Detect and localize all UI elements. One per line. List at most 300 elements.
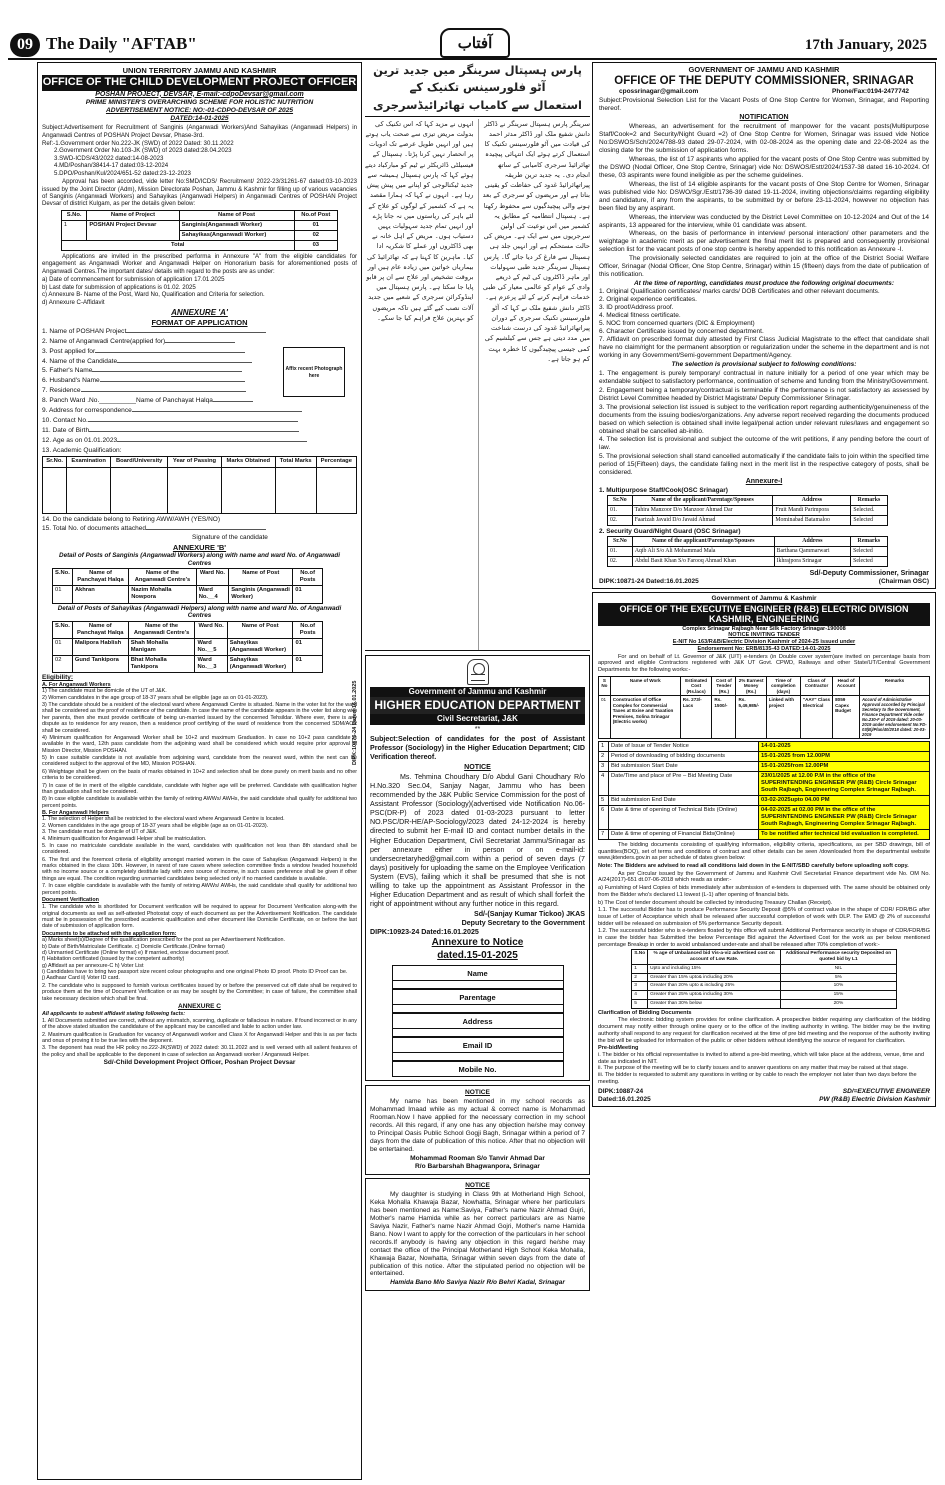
list-item: 3. The candidate must be domicile of UT of J&K. (42, 829, 158, 836)
cell: 5% (781, 973, 897, 982)
cell (275, 467, 316, 513)
annex-blank (392, 1029, 564, 1037)
eligibility-section (42, 674, 357, 1067)
paragraph: Whereas, on the basis of performance in interview/ personal interaction/ other parameters and the weightage in academic merit as per advertisement the final merit list is prepared and consequently provisional selection list for the vacant posts of one stop centre is hereby appended to this notification as Annexure -I. (599, 230, 929, 254)
cell: 4 (599, 772, 609, 796)
table-row (599, 806, 930, 830)
urdu-headline-1: پارس ہسپتال سرینگر میں جدید ترین آٹو فلورسینس تکنیک کے (373, 63, 582, 95)
signature: SD/=EXECUTIVE ENGINEER (842, 1088, 930, 1096)
cell: Faarizah Javaid D/o Javaid Ahmad (632, 515, 773, 525)
field-line (92, 371, 242, 372)
list-item: 1. The candidate who is shortlisted for Document verification will be required to appear for Document Verification along-with the original documents as well as self-attested Photostat copy of each document as per the Advertisement Notification. The candidate must be in possession of the prescribed academic qualification and other document like Domicile Certificate, on or before the last date of submission of application form. (42, 904, 357, 930)
ref-item: Ref:-1.Government order No.222-JK (SWD) of 2022 Dated: 30.11.2022 (42, 140, 234, 148)
th: Address (774, 536, 850, 546)
field-line (165, 342, 235, 343)
works-table (598, 676, 930, 740)
field-line (126, 332, 266, 333)
office-title: OFFICE OF THE DEPUTY COMMISSIONER, SRINAGAR (614, 75, 914, 88)
list-item: 3) The candidate should be a resident of the electoral ward where Anganwadi Centre is situated. Name in the voter list for the ward shall be considered as the proof of residence of the candidate. In case the name of the candidate appears in the voter list along with her parents, then she must provide certificate of being un-married issued by the concerned Tehsildar. Where ever, there is any dispute as to residence for any reason, then a residence proof certifying of the ward of residence from the concerned SDM/ACR shall be considered. (42, 702, 357, 734)
cell: Date/Time and place of Pre – Bid Meeting Date (609, 772, 759, 796)
list-item: 7. Affidavit on prescribed format duly attested by First Class Judicial Magistrate to the effect that candidate shall have no claim/right for the permanent absorption or regularization under the scheme in the department and is not working in any Government/Semi-government Department/Agency. (599, 336, 929, 360)
notice-body: My daughter is studying in Class 9th at Motherland High School, Keka Mohalla Khawaja Bazar, Nowhatta, Srinagar where her particulars has been mentioned as Name:Saviya, Father's name Nazir Ahmad Gujri, Mother's name Hamida while as her correct particulars are as Name Saviya Nazir, Father's name Nazir Ahmad Gojri, Mother's name Hamida Bano. Now I want to apply for the correction of the particulars in her school records.If anybody is having any objection in this regard he/she may contact the office of the Principal Motherland High School Keka Mohalla, Khawaja Bazar, Nowhatta, Srinagar within seven days from the date of publication of this notice. After the stipulated period no objection will be entertained. (370, 1191, 585, 1278)
th: 2% Earnest Money (Rs.) (736, 676, 766, 696)
cell: 2 (599, 752, 609, 762)
field-label: 1. Name of POSHAN Project (42, 327, 127, 335)
annex-date: dated.15-01-2025 (437, 950, 518, 962)
date-item: a) Date of commencement for submission of application 17.01.2025 (42, 276, 225, 284)
office-address: Complex Srinagar Rajbagh Near Silk Factory Srinagar-190008 (682, 625, 846, 632)
cell: "AAY" Class Electrical (800, 696, 832, 739)
schedule-table (598, 741, 930, 839)
paragraph: As per Circular issued by the Government of Jammu and Kashmir Civil Secretariat Finance department vide No. OM No. A/24(2017)-651 dt.07-06-2018 which reads as under:- (598, 870, 930, 884)
subject: Subject:Provisional Selection List for the Vacant Posts of One Stop Centre for Women, Srinagar, and Reporting thereof. (599, 97, 929, 112)
table-row (53, 656, 323, 673)
cell: Greater than 30% below (648, 999, 781, 1008)
table-row (608, 505, 888, 515)
th: Time of completion (days) (766, 676, 800, 696)
notice-body: Ms. Tehmina Choudhary D/o Abdul Gani Choudhary R/o H.No.320 Sec.04, Sanjay Nagar, Jammu who has been recommended by the J&K Public Service Commission for the post of Assistant Professor (Sociology)(advertised vide Notification No.06-PSC(DR-P) of 2023 dated 01-03-2023 pursuant to letter NO.PSC/DR-HE/AP-Sociology/2023 dated 24-12-2024 is hereby directed to submit her E-mail ID and contact number details in the Higher Education Department, Civil Secretariat Jammu/Srinagar as per annexure either in person or on e-mail-id: undersecretaryhed@gmail.com within a period of seven days (7 days) positively for uploading the same on the Employee Verification System (EVS), failing which it shall be presumed that she is not willing to take up the appointment as Assistant Professor in the Higher Education Department and as result of which shall forfeit the right of appointment without any further notice in this regard. (370, 772, 585, 909)
cell: 01 (293, 656, 322, 673)
signature-title: PW (R&B) Electric Division Kashmir (819, 1096, 930, 1104)
table-row (608, 556, 888, 566)
th: Name of Panchayat Halqa (72, 621, 128, 638)
cell: Date & time of opening of Technical Bids (Online) (609, 806, 759, 830)
form-field (42, 406, 357, 416)
field-label: 10. Contact No. (42, 416, 88, 424)
security-table (607, 536, 888, 567)
cell: 5 (632, 999, 648, 1008)
th: Estimated Cost (Rs.lacs) (680, 676, 712, 696)
cell: 1 (61, 220, 86, 240)
name-correction-notice (365, 1085, 590, 1175)
aftab-logo-icon: آفتاب (440, 28, 510, 58)
cell: Sahayikas (Anganwadi Worker) (227, 656, 293, 673)
signature: Sd/-(Sanjay Kumar Tickoo) JKAS (473, 910, 585, 919)
annex-form (392, 965, 564, 1077)
th: % age of Unbalanced bid Vis-a-viz advertised cost on account of Low Rate. (648, 950, 781, 965)
cell: 04-02-2025 at 02.00 PM in the office of the SUPERINTENDING ENGINEER PW (R&B) Circle Srinagar South Rajbagh, Engineering Complex Srinagar Rajbagh. (759, 806, 930, 830)
cell: Akhran (72, 586, 128, 603)
th: Name of the applicant/Parentage/Spouses (632, 536, 774, 546)
section-title: At the time of reporting, candidates must produce the following original documents: (633, 279, 894, 287)
newspaper-name: The Daily "AFTAB" (46, 34, 197, 53)
cell: 4 (632, 991, 648, 1000)
th: Name of Panchayat Halqa (72, 569, 128, 586)
field-line (132, 411, 302, 412)
section-title: B. For Anganwadi Helpers (42, 810, 109, 817)
cell: Tahira Manzoor D/o Manzoor Ahmad Dar (632, 505, 773, 515)
field-label: 7. Residence (42, 387, 81, 395)
th: Cost of Tender (Rs.) (712, 676, 736, 696)
th: No.of Posts (293, 569, 323, 586)
cell: 01 (53, 639, 73, 656)
stars: ** (474, 724, 481, 733)
percentage-table (631, 949, 897, 1008)
th: Total Marks (275, 457, 316, 467)
table-row (632, 999, 897, 1008)
cell (43, 467, 67, 513)
approval-text: Approval has been accorded, vide letter No:SMD/ICDS/ Recruitment/ 2022-23/31261-67 dated:03-10-2023 issued by the Joint Director (Adm), Mission Directorate Poshan, Jammu & Kashmir for filling up of various vacancies of Sanginis (Anganwadi Workers) and Sahayikas (Anganwadi Helpers) in Anganwadi Centres of POSHAN Project Devsar of district Kulgam, as per the details given below: (42, 178, 357, 208)
notification-title: NOTIFICATION (739, 113, 789, 121)
project-email: POSHAN PROJECT, DEVSAR, E-mail:-cdpoDevsar@gmail.com (95, 90, 304, 98)
cell: 15-01-2025from 12.00PM (759, 762, 930, 772)
govt-title: Government of Jammu & Kashmir (711, 595, 817, 603)
annex-blank (392, 981, 564, 989)
cell: Sahayikas (Anganwadi Worker) (227, 639, 293, 656)
form-tail (42, 515, 357, 543)
table-row (608, 546, 888, 556)
cell: 1 (632, 964, 648, 973)
section-title: Documents to be attached with the application form: (42, 930, 177, 937)
field-label: 3. Post applied for (42, 347, 96, 355)
cell: 15-01-2025 from 12.00PM (759, 752, 930, 762)
field-line (213, 401, 253, 402)
list-item: d) Unmarried Certificate (Online format) e) If married, enclose document proof. (42, 949, 230, 956)
cell: 3 (599, 762, 609, 772)
endorsement: Endorsement No: ERB/8135-43 DATED:14-01-2025 (697, 645, 831, 652)
cell: Fruit Mandi Parimpora (773, 505, 851, 515)
masthead (0, 0, 945, 60)
th: Name of the applicant/Parentage/Spouses (632, 495, 773, 505)
signature: Sd/-Child Development Project Officer, Poshan Project Devsar (103, 1059, 296, 1067)
format-title: FORMAT OF APPLICATION (151, 317, 248, 327)
section-title: Pre-bidMeeting (598, 1045, 639, 1052)
table-row (53, 586, 323, 603)
subject: Subject:Selection of candidates for the post of Assistant Professor (Sociology) in the Higher Education Department; CID Verification thereof. (370, 734, 585, 761)
office-title: OFFICE OF THE CHILD DEVELOPMENT PROJECT OFFICER (42, 75, 357, 90)
field-label: 13. Academic Qualification: (42, 446, 122, 454)
date-item: b) Last date for submission of applications is 01.02. 2025 (42, 283, 196, 291)
helpers-table (52, 621, 323, 673)
list-item: 7) In case of tie in merit of the eligible candidate, candidate with higher age will be preferred. Candidate with qualification higher than graduation shall not be considered. (42, 782, 357, 795)
header-rule (8, 58, 937, 60)
form-field (42, 416, 357, 426)
field-line (88, 421, 298, 422)
cell: 01 (293, 639, 322, 656)
paragraph: Whereas, the list of 14 eligible aspirants for the vacant posts of One Stop Centre for Women, Srinagar was published vide No: DSWO/Sgr./Estt/1736-39 dated 19-11-2024, inviting objections/claims regarding eligibility and candidature, if any from the aspirants, to be submitted by or before 23-11-2024, however no objection has been filed by any aspirant. (599, 180, 929, 212)
list-item: iii. The bidder is requested to submit any questions in writing or by cable to reach the employer not later than two days before the meeting. (598, 1072, 917, 1085)
cell: 01 (53, 586, 73, 603)
th: Examination (67, 457, 111, 467)
photo-box: Affix recent Photograph here (283, 347, 345, 397)
list-item: 5. In case no matriculate candidate available in the ward, candidates with qualification not less than 8th standard shall be considered. (42, 842, 357, 856)
list-item: 2. Engagement being a temporary/contractual is terminable if the performance is not satisfactory as assessed by District Level Committee headed by District Magistrate/ Deputy Commissioner Srinagar. (599, 386, 929, 402)
cell: Bid submission End Date (609, 796, 759, 806)
sign-row (599, 578, 929, 586)
signature-title: Deputy Secretary to the Government (461, 919, 585, 928)
posts-table (61, 210, 338, 251)
paragraph: Note: The Bidders are advised to read all conditions laid down in the E-NIT/SBD carefully before uploading soft copy. (598, 863, 909, 870)
cell: 23/01/2025 at 12.00 P.M in the office of the SUPERINTENDING ENGINEER PW (R&B) Circle Srinagar South Rajbagh, Engineering Complex Srinagar Rajbagh. (759, 772, 930, 796)
list-item: 4. Medical fitness certificate. (599, 311, 681, 319)
ut-title: UNION TERRITORY JAMMU AND KASHMIR (122, 66, 277, 75)
list-item: 6) Weightage shall be given on the basis of marks obtained in 10+2 and selection shall be done purely on merit basis and no other criteria to be considered. (42, 768, 357, 782)
list-item: 4) Minimum qualification for Anganwadi Worker shall be 10+2 and maximum Graduation. In case no 10+2 pass candidate is available in the ward, 12th pass candidate from the adjoining ward shall be considered which would require prior approval of Mission Director, Mission POSHAN. (42, 734, 357, 754)
cell: Ikhrajpora Srinagar (774, 556, 850, 566)
higher-education-notice (365, 655, 590, 1081)
notice-title: NOTICE (465, 1182, 490, 1190)
table-row (632, 964, 897, 973)
urdu-article (365, 119, 590, 651)
th: S.No. (53, 569, 73, 586)
notice-signature: R/o Barbarshah Bhagwanpora, Srinagar (415, 1163, 540, 1171)
cell: 20% (781, 999, 897, 1008)
th: Sr.No. (43, 457, 67, 467)
dept-title: HIGHER EDUCATION DEPARTMENT (370, 697, 585, 714)
field-line (117, 441, 307, 442)
section-title: The selection is provisional subject to following conditions: (671, 361, 857, 369)
cell: Selected. (851, 505, 887, 515)
cell: 3 (632, 982, 648, 991)
list-item: i. The bidder or his official representative is invited to attend a pre-bid meeting, which will take place at the address, venue, time and date as indicated in NIT. (598, 1051, 924, 1065)
list-item: 3. ID proof/Address proof. (599, 303, 674, 311)
table-row (632, 973, 897, 982)
list-item: 2. Original experience certificates. (599, 295, 697, 303)
th: Name of Work (610, 676, 680, 696)
cell: Rs. 273/- Lacs (680, 696, 712, 739)
paragraph: The provisionally selected candidates are required to join at the office of the District Social Welfare Officer, Srinagar (Nodal Officer, One Stop Centre, Srinagar) within 15 (fifteen) days from the date of publication of this notification. (599, 255, 929, 279)
sect-title: Civil Secretariat, J&K (370, 714, 585, 724)
cell: Selected (851, 546, 887, 556)
th: Board/University (111, 457, 168, 467)
cell (168, 467, 222, 513)
field-line (81, 391, 246, 392)
dipk-code: DIPK:10876-24 Dated:16.01.2025 (352, 680, 358, 765)
list-item: 6. Character Certificate issued by concerned department. (599, 327, 764, 335)
signature: Sd/-Deputy Commissioner, Srinagar (809, 569, 929, 577)
cell: To be notified after technical bid evaluation is completed. (759, 829, 930, 839)
form-field (42, 396, 357, 406)
staff-table (607, 495, 888, 526)
table-row (599, 796, 930, 806)
cell: Total (61, 241, 294, 251)
th: Name of Post (179, 210, 294, 220)
field-label: 15. Total No. of documents attached (42, 524, 146, 532)
annex-field: Name (392, 965, 564, 981)
workers-detail-title: Detail of Posts of Sanginis (Anganwadi Workers) along with name and ward No. of Anganwadi Centres (59, 551, 340, 567)
th: Remarks (860, 676, 930, 696)
th: S.No. (61, 210, 86, 220)
cell: Barthana Qammarwari (774, 546, 850, 556)
particulars-correction-notice (365, 1178, 590, 1291)
table-row (599, 762, 930, 772)
cell: Ward No.__5 (195, 639, 227, 656)
form-field (42, 337, 357, 347)
annex-field: Email ID (392, 1037, 564, 1053)
th: Remarks (851, 536, 887, 546)
table-row (632, 982, 897, 991)
cell: Bid submission Start Date (609, 762, 759, 772)
cell: 8059 Capex Budget (833, 696, 860, 739)
scheme-title: PRIME MINISTER'S OVERARCHING SCHEME FOR HOLISTIC NUTRITION (85, 99, 314, 107)
annex-field: Parentage (392, 989, 564, 1005)
list-item: a) Marks sheet(s)/Degree of the qualification prescribed for the post as per Advertisement Notification. (42, 937, 285, 944)
th: Additional Performance security Deposited on quoted bid by L1 (781, 950, 897, 965)
field-line (146, 529, 266, 530)
th: Remarks (851, 495, 887, 505)
th: Year of Passing (168, 457, 222, 467)
cell: Aqib Ali S/o Ali Mohammad Mala (632, 546, 774, 556)
cell: Shah Mohalla Manigam (128, 639, 195, 656)
cell: Sanginis(Anganwadi Worker) (179, 220, 294, 230)
middle-column (365, 62, 590, 1480)
th: No.of Post (294, 210, 338, 220)
notice-body: My name has been mentioned in my school records as Mohammad Imaad while as my actual & correct name is Mohammad Rooman.Now I have applied for the necessary correction in my school records. All this regard, if any one has any objection he/she may convey to Principal Oasis Public School Gogji Bagh, Srinagar within a period of 7 days from the date of publication of this notice. After that no objection will be entertained. (370, 1098, 585, 1154)
cell (67, 467, 111, 513)
issue-date: 17th January, 2025 (804, 37, 927, 53)
important-dates (42, 276, 357, 306)
table-row (43, 467, 357, 513)
list-item: j) Aadhaar Card ii) Voter ID card. (42, 975, 120, 982)
field-label: 11. Date of Birth (42, 426, 90, 434)
field-label: 2. Name of Anganwadi Centre(applied for) (42, 337, 166, 345)
annex-title: Annexure to Notice (431, 937, 524, 949)
list-item: i) Candidates have to bring two passport size recent colour photographs and one original Photo ID proof. Photo ID Proof can be. (42, 969, 348, 976)
table-row (608, 515, 888, 525)
cell: Period of downloading of bidding documents (609, 752, 759, 762)
signature-label: Signature of the candidate (192, 534, 268, 542)
paragraph: 1.2. The successful bidder who is e-tenders floated by this office will submit Additional Performance security in shape of CDR/FDR/BG in case the bidder has Submitted the below Percentage Bid against the Advertised Cost for the work as per below mentioned percentage Breakup in order to avoid unbalanced under-rate and shall be released after 70% completion of work:- (598, 928, 930, 948)
form-field: 14. Do the candidate belong to Retiring AWW/AWH (YES/NO) (42, 515, 220, 523)
cell: Gund Tankipora (72, 656, 128, 673)
cell: 03 (294, 241, 338, 251)
dipk-block (598, 1088, 651, 1104)
cell: Selected (851, 515, 887, 525)
list-item: 1. The selection of Helper shall be restricted to the electoral ward where Anganwadi Centre is located. (42, 816, 285, 823)
list-item: 6. The first and the foremost criteria of eligibility amongst married women in the case of Sahayikas (Anganwadi Helpers) is the marks obtained in the class 10th. However, in rarest of rare cases where selection committee finds a window headed household with no income source or a completely destitute lady with zero source of income, in such cases preference shall be given if other things are equal. The condition regarding unmarried candidates being selected only if no married candidate is available. (42, 856, 357, 882)
list-item: 7. In case eligible candidate is available with the family of retiring AWWs/ AWHs, the said candidate shall qualify for additional two percent points. (42, 883, 357, 896)
cell: 5 (599, 796, 609, 806)
cell: Abdul Basit Khan S/o Farooq Ahmad Khan (632, 556, 774, 566)
annex-blank (392, 1053, 564, 1061)
cell: Construction of Office Complex for Commercial Taxes at Exise and Taxation Premises, Solina Srinagar (Electric works) (610, 696, 680, 739)
annexure-a-title: ANNEXURE 'A' (171, 308, 228, 318)
govt-title: GOVERNMENT OF JAMMU AND KASHMIR (688, 65, 840, 74)
field-label: 5. Father's Name (42, 367, 93, 375)
section-title: Eligibility: (42, 674, 74, 682)
section-title: A. For Anganwadi Workers (42, 681, 111, 688)
cell: 02 (294, 230, 338, 240)
th: S.No. (53, 621, 73, 638)
field-line (89, 431, 299, 432)
right-column (592, 62, 936, 1480)
cell: Greater than 15% upto& including 20% (648, 973, 781, 982)
th: Percentage (316, 457, 356, 467)
urdu-article-col: سرینگر پارس ہسپتال سرینگر نے ڈاکٹر دانش شفیع ملک اور ڈاکٹر مدثر احمد کی قیادت میں آٹو فلورسینس تکنیک کا استعمال کرتے ہوئے ایک انتہائی پیچیدہ تھائرائیڈ سرجری کامیابی کے ساتھ انجام دی۔ یہ جدید ترین طریقہ پیراتھائرائیڈ غدود کی حفاظت کو یقینی بناتا ہے اور مریضوں کو سرجری کے بعد ہونے والی پیچیدگیوں سے محفوظ رکھتا ہے۔ ہسپتال انتظامیہ کے مطابق یہ کشمیر میں اس نوعیت کی اولین سرجریوں میں سے ایک ہے۔ مریض کی حالت مستحکم ہے اور انہیں جلد ہی ہسپتال سے فارغ کر دیا جائے گا۔ پارس ہسپتال سرینگر جدید طبی سہولیات اور ماہر ڈاکٹروں کی ٹیم کے ذریعے وادی کے عوام کو عالمی معیار کی طبی خدمات فراہم کرنے کے لئے پرعزم ہے۔ ڈاکٹر دانش شفیع ملک نے کہا کہ آٹو فلورسینس تکنیک سرجری کے دوران پیراتھائرائیڈ غدود کی درست شناخت میں مدد دیتی ہے جس سے کیلشیم کی کمی جیسی پیچیدگیوں کا خطرہ بہت کم ہو جاتا ہے۔ (478, 119, 591, 650)
section-title: All applicants to submit affidavit stating following facts: (42, 1010, 186, 1017)
annexure-c-title: ANNEXURE C (178, 1002, 221, 1010)
ref-item: 5.DPO/Poshan/Kul/2024/651-52 dated:23-12-2023 (54, 169, 191, 177)
table-title: 1. Multipurpose Staff/Cook(OSC Srinagar) (599, 486, 728, 494)
cell: Malipora Hablish (72, 639, 128, 656)
list-item: 5. NOC from concerned quarters (DIC & Employment) (599, 319, 755, 327)
section-title: Clarification of Bidding Documents (598, 1009, 692, 1016)
contact-row (599, 88, 929, 96)
cell: Ward No.__3 (195, 656, 227, 673)
cell: Greater than 25% upto& including 30% (648, 991, 781, 1000)
annex-field: Address (392, 1013, 564, 1029)
paragraph: 1.1. The successful Bidder has to produce Performance Security Deposit @5% of contract value in the shape of CDR/ FDR/BG after issue of Letter of Acceptance which shall be released after successful completion of work with DLP. The EMD @ 2% of successful bidder will be released on submission of 5% performance Security deposit. (598, 907, 930, 927)
form-field (42, 436, 357, 446)
form-field (42, 446, 357, 456)
list-item: ii. The purpose of the meeting will be to clarify issues and to answer questions on any matter that may be raised at that stage. (598, 1065, 909, 1072)
cell: 02. (608, 515, 633, 525)
notice-signature: Mohammad Rooman S/o Tanvir Ahmad Dar (410, 1155, 545, 1163)
annex-field: Mobile No. (392, 1061, 564, 1077)
paragraph: Whereas, the list of 17 aspirants who applied for the vacant posts of One Stop Centre was submitted by the DSWO (Nodal Officer, One Stop Centre, Srinagar) vide No: DSWOS/Estt/2024/1537-38 dated 16-10-2024. Of these, 03 aspirants were found ineligible as per the scheme guidelines. (599, 156, 929, 179)
cell: Rs. 5,49,985/- (736, 696, 766, 739)
cell: 6 (599, 806, 609, 830)
cell: 1 (599, 742, 609, 752)
urdu-article-col: انہوں نے مزید کہا کہ اس تکنیک کی بدولت مریض تیزی سے صحت یاب ہوتے ہیں اور انہیں طویل عرصے تک ادویات پر انحصار نہیں کرنا پڑتا۔ ہسپتال کے فیسیلٹی ڈائریکٹر نے ٹیم کو مبارکباد دیتے ہوئے کہا کہ پارس ہسپتال ہمیشہ سے جدید ٹیکنالوجی کو اپنانے میں پیش پیش رہا ہے۔ انہوں نے کہا کہ ہمارا مقصد یہ ہے کہ کشمیر کے لوگوں کو علاج کے لئے باہر کی ریاستوں میں نہ جانا پڑے اور انہیں تمام جدید سہولیات یہیں دستیاب ہوں۔ مریض کے اہل خانہ نے بھی ڈاکٹروں اور عملے کا شکریہ ادا کیا۔ ماہرین کا کہنا ہے کہ تھائرائیڈ کی بیماریاں خواتین میں زیادہ عام ہیں اور بروقت تشخیص اور علاج سے ان پر قابو پایا جا سکتا ہے۔ پارس ہسپتال میں اینڈوکرائن سرجری کے شعبے میں جدید آلات نصب کیے گئے ہیں تاکہ مریضوں کو بہترین علاج فراہم کیا جا سکے۔ (365, 119, 474, 322)
table-row (599, 752, 930, 762)
ref-item: 3.SWD-ICDS/43/2022 dated:14-08-2023 (54, 154, 164, 162)
cell: 01 (293, 586, 323, 603)
list-item: 3. The provisional selection list issued is subject to the verification report regarding authenticity/genuineness of the documents from the issuing bodies/organizations. Any adverse report received regarding the documents produced based on which selection is obtained shall invite legal/penal action under relevant rules/laws and engagement so obtained shall be cancelled ab-initio. (599, 403, 929, 435)
office-title: OFFICE OF THE EXECUTIVE ENGINEER (R&B) ELECTRIC DIVISION KASHMIR, ENGINEERING (598, 603, 930, 626)
paragraph: The electronic bidding system provides for online clarification. A prospective bidder requiring any clarification of the bidding document may notify either through online query or to the office of the inviting authority in writing. The bidder may be the inviting authority shall respond to any request for clarification received at the time of pre bid meeting and the response of the authority inviting the bid will be uploaded for information of the public or other bidders without identifying the source of request for clarification. (598, 1017, 930, 1044)
apply-text: Applications are invited in the prescribed performa in Annexure "A" from the eligible candidates for engagement as Anganwadi Worker and Anganwadi Helper on Honorarium basis for aforementioned posts of Anganwadi Centres.The important dates/ details with regard to the posts are as under: (42, 253, 357, 275)
ee-tender-notice (592, 592, 936, 1107)
cell: Upto and including 15% (648, 964, 781, 973)
th: Address (773, 495, 851, 505)
cell: Accord of Administrative Approval accorded by Principal Secretary to the Government, Finance Department Vide order No.230-F of 2019 dated: 20-03-2019 under endorsement No:FD-03(B)/Plan/40/2018 dated: 20-03-2019 (860, 696, 930, 739)
phone: Phone/Fax:0194-2477742 (832, 88, 909, 96)
list-item: 1. All Documents submitted are correct, without any mismatch, scanning, duplicate or fallacious in nature. If found incorrect or in any of the above stated situation the candidature of the applicant may be cancelled and liable to action under law. (42, 1017, 357, 1031)
govt-title: Government of Jammu and Kashmir (370, 687, 585, 697)
table-row (61, 220, 337, 230)
th: Class of Contractor (800, 676, 832, 696)
india-emblem-icon (467, 659, 489, 685)
advert-date: DATED:14-01-2025 (170, 115, 229, 123)
cell: Nazim Mohalla Nowpora (129, 586, 197, 603)
cell: 01 (599, 696, 611, 739)
list-item: 4. Minimum qualification for Anganwadi Helper shall be matriculation. (42, 835, 207, 842)
cell: Rs. 1500/- (712, 696, 736, 739)
table-row (599, 829, 930, 839)
cell: Sahayikas(Anganwadi Worker) (179, 230, 294, 240)
notice-title: NOTICE (464, 762, 491, 771)
cell: Date of Issue of Tender Notice (609, 742, 759, 752)
form-field (42, 426, 357, 436)
th: No.of Posts (293, 621, 322, 638)
paragraph: Whereas, an advertisement for the recruitment of manpower for the vacant posts(Multipurpose Staff/Cook=2 and Security/Night Guard =2) of One Stop Centre for Women, Srinagar was issued vide Notice No:DSWOS/Sch/2024/788-93 dated 29-07-2024, with 02-08-2024 as the opening date and 22-08-2024 as the closing date for the submission of application forms. (599, 123, 929, 155)
cell: NIL (781, 964, 897, 973)
field-line (100, 381, 245, 382)
list-item: 1) The candidate must be domicile of the UT of J&K. (42, 688, 167, 695)
table-row (632, 991, 897, 1000)
th: Name of the Anganwadi Centre's (129, 569, 197, 586)
field-label: 9. Address for correspondence (42, 407, 132, 415)
field-label: 4. Name of the Candidate (42, 357, 118, 365)
th: Name of the Anganwadi Centre's (128, 621, 195, 638)
list-item: 5. The provisional selection shall stand cancelled automatically if the candidate fails to join within the specified time period of 15(Fifteen) days, the candidate falling next in the merit list in the respective category of posts, shall be considered. (599, 453, 929, 477)
qualification-table (42, 456, 357, 513)
list-item: 1. Original Qualification certificates/ marks cards/ DOB Certificates and other relevant documents. (599, 287, 880, 295)
annexure-title: Annexure-I (745, 478, 783, 486)
paragraph: a) Furnishing of Hard Copies of bids immediately after submission of e-tenders is dispensed with. The same should be obtained only from the Bidder who's declared L1 lowest (L-1) after opening of financial bids. (598, 885, 930, 898)
list-item: 1. The engagement is purely temporary/ contractual in nature initially for a period of one year which may be extendable subject to satisfactory performance, continuation of scheme and funding from the Ministry/Government. (599, 370, 929, 386)
cell: Bhat Mohalla Tankipora (128, 656, 195, 673)
workers-table (52, 568, 323, 603)
paragraph: The bidding documents consisting of qualifying information, eligibility criteria, specifications, as per SBD drawings, bill of quantities(BOQ), set of terms and conditions of contract and other details can be seen /downloaded from the departmental website www.jktenders.gov.in as per schedule of dates given below: (598, 841, 930, 862)
table-row (599, 696, 930, 739)
cell: 01. (608, 505, 633, 515)
list-item: 2. Women candidates in the age group of 18-37 years shall be eligible (age as on 01-01-2023). (42, 822, 269, 829)
th: Marks Obtained (221, 457, 275, 467)
date-item: d) Annexure C-Affidavit (42, 298, 105, 306)
cell: Selected (851, 556, 887, 566)
